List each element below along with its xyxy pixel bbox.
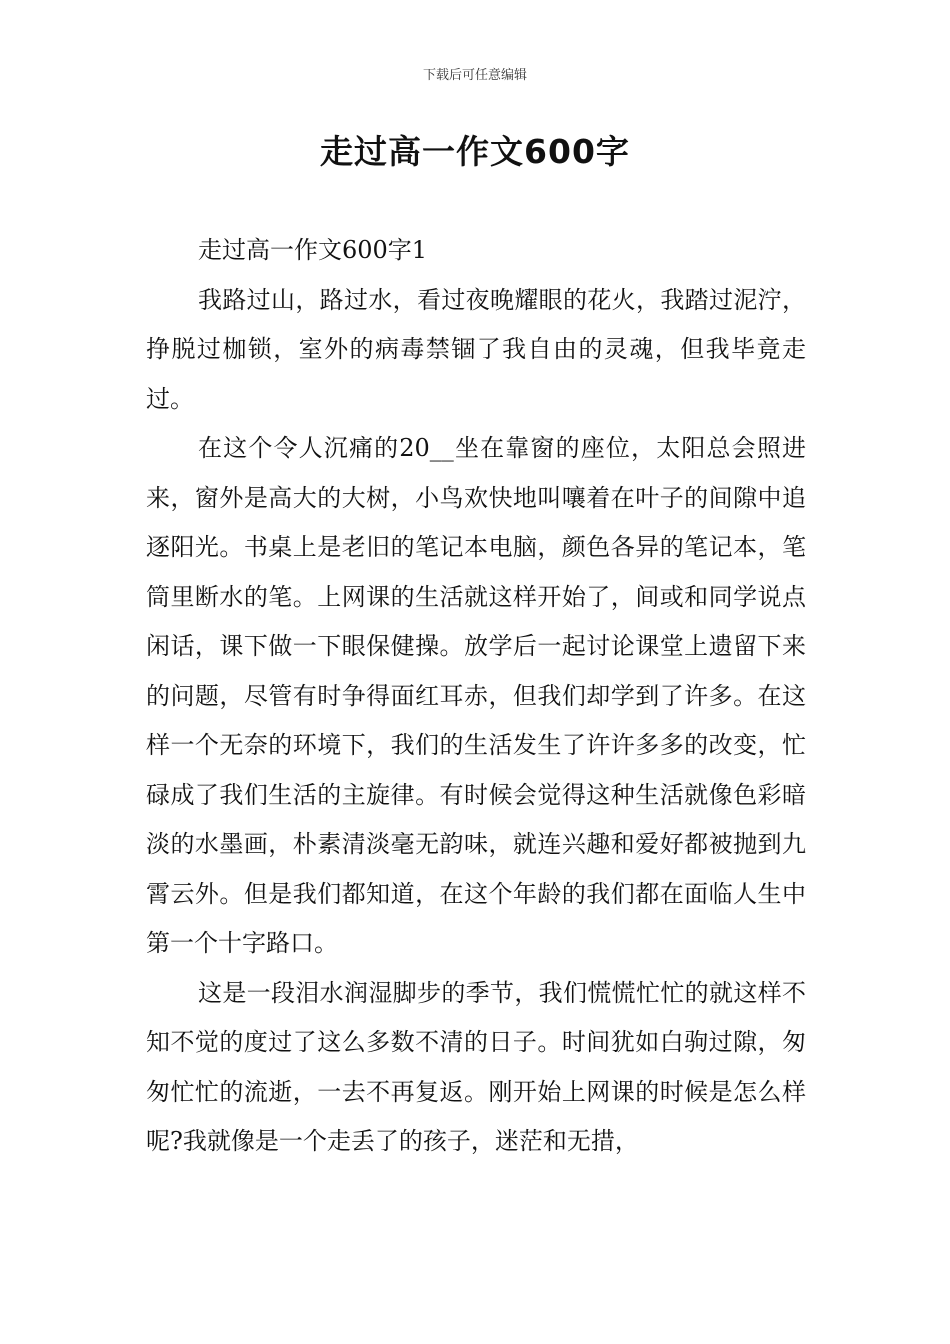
section-heading: 走过高一作文600字1 — [198, 236, 428, 264]
header-note: 下载后可任意编辑 — [422, 68, 527, 83]
paragraph-3: 这是一段泪水润湿脚步的季节，我们慌慌忙忙的就这样不知不觉的度过了这么多数不清的日子。时间犹如白驹过隙，匆匆忙忙的流逝，一去不再复返。刚开始上网课的时候是怎么样呢?我就像是一个走丢了的孩子，迷茫和无措， — [146, 978, 806, 1155]
document-title: 走过高一作文600字 — [320, 132, 630, 171]
paragraph-1: 我路过山，路过水，看过夜晚耀眼的花火，我踏过泥泞，挣脱过枷锁，室外的病毒禁锢了我自由的灵魂，但我毕竟走过。 — [146, 285, 806, 413]
paragraph-2: 在这个令人沉痛的20__坐在靠窗的座位，太阳总会照进来，窗外是高大的大树，小鸟欢快地叫嚷着在叶子的间隙中追逐阳光。书桌上是老旧的笔记本电脑，颜色各异的笔记本，笔筒里断水的笔。上网课的生活就这样开始了，间或和同学说点闲话，课下做一下眼保健操。放学后一起讨论课堂上遗留下来的问题，尽管有时争得面红耳赤，但我们却学到了许多。在这样一个无奈的环境下，我们的生活发生了许许多多的改变，忙碌成了我们生活的主旋律。有时候会觉得这种生活就像色彩暗淡的水墨画，朴素清淡毫无韵味，就连兴趣和爱好都被抛到九霄云外。但是我们都知道，在这个年龄的我们都在面临人生中第一个十字路口。 — [146, 434, 806, 957]
document-body — [146, 226, 806, 1167]
